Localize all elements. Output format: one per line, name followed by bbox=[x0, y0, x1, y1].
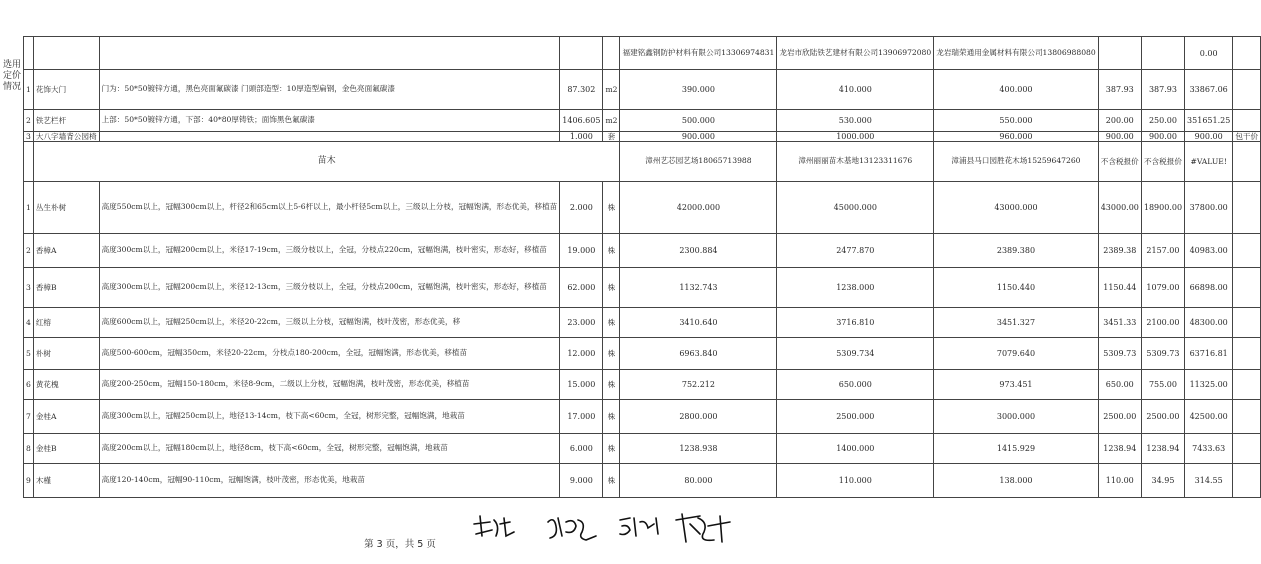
price-2: 1238.000 bbox=[777, 268, 934, 308]
item-name: 朴树 bbox=[33, 338, 99, 370]
price-2: 2500.000 bbox=[777, 400, 934, 434]
row-total: 7433.63 bbox=[1185, 434, 1233, 464]
row-total: 63716.81 bbox=[1185, 338, 1233, 370]
item-name: 铁艺栏杆 bbox=[33, 110, 99, 132]
price-2: 2477.870 bbox=[777, 234, 934, 268]
item-name: 木槿 bbox=[33, 464, 99, 498]
table-row bbox=[24, 268, 1261, 308]
row-note bbox=[1233, 234, 1261, 268]
item-desc: 上部：50*50镀锌方通，下部：40*80厚铸铁；面饰黑色氟碳漆 bbox=[99, 110, 560, 132]
item-desc: 高度120-140cm，冠幅90-110cm，冠幅饱满，枝叶茂密，形态优美，地栽苗 bbox=[99, 464, 560, 498]
table-row bbox=[24, 110, 1261, 132]
section-header-row bbox=[24, 142, 1261, 182]
item-desc: 高度600cm以上，冠幅250cm以上，米径20-22cm，三级以上分枝，冠幅饱满，枝叶茂密，形态优美，移 bbox=[99, 308, 560, 338]
signatures bbox=[470, 510, 780, 550]
price-final: 18900.00 bbox=[1141, 182, 1184, 234]
item-desc: 高度300cm以上，冠幅200cm以上，米径17-19cm，三级分枝以上，全冠，分枝点220cm，冠幅饱满，枝叶密实，形态好，移植苗 bbox=[99, 234, 560, 268]
table-row bbox=[24, 370, 1261, 400]
unit: 株 bbox=[603, 464, 620, 498]
price-3: 2389.380 bbox=[934, 234, 1098, 268]
row-note bbox=[1233, 464, 1261, 498]
unit: 株 bbox=[603, 308, 620, 338]
item-name: 丛生朴树 bbox=[33, 182, 99, 234]
price-3: 3451.327 bbox=[934, 308, 1098, 338]
price-3: 960.000 bbox=[934, 132, 1098, 142]
price-avg: 110.00 bbox=[1098, 464, 1141, 498]
row-total: 900.00 bbox=[1185, 132, 1233, 142]
table-row bbox=[24, 70, 1261, 110]
price-1: 1132.743 bbox=[620, 268, 777, 308]
price-avg: 650.00 bbox=[1098, 370, 1141, 400]
row-note bbox=[1233, 268, 1261, 308]
signature-1 bbox=[474, 516, 514, 536]
section-title: 苗木 bbox=[33, 142, 620, 182]
unit: 株 bbox=[603, 400, 620, 434]
qty: 12.000 bbox=[560, 338, 603, 370]
price-final: 2500.00 bbox=[1141, 400, 1184, 434]
row-note bbox=[1233, 400, 1261, 434]
row-note: 包干价 bbox=[1233, 132, 1261, 142]
table-row bbox=[24, 400, 1261, 434]
signature-4 bbox=[676, 514, 730, 542]
unit: m2 bbox=[603, 70, 620, 110]
unit: 株 bbox=[603, 370, 620, 400]
nursery-supplier-3: 漳浦县马口园胜花木场15259647260 bbox=[934, 142, 1098, 182]
unit: 株 bbox=[603, 234, 620, 268]
nursery-supplier-1: 漳州艺芯园艺场18065713988 bbox=[620, 142, 777, 182]
price-3: 400.000 bbox=[934, 70, 1098, 110]
qty: 17.000 bbox=[560, 400, 603, 434]
row-total: 40983.00 bbox=[1185, 234, 1233, 268]
price-final: 1079.00 bbox=[1141, 268, 1184, 308]
row-total: 33867.06 bbox=[1185, 70, 1233, 110]
unit: 株 bbox=[603, 182, 620, 234]
header-total: 0.00 bbox=[1185, 37, 1233, 70]
price-avg: 2389.38 bbox=[1098, 234, 1141, 268]
row-no: 7 bbox=[24, 400, 34, 434]
row-no: 2 bbox=[24, 234, 34, 268]
price-final: 250.00 bbox=[1141, 110, 1184, 132]
price-final: 1238.94 bbox=[1141, 434, 1184, 464]
item-name: 花饰大门 bbox=[33, 70, 99, 110]
price-1: 900.000 bbox=[620, 132, 777, 142]
row-note bbox=[1233, 182, 1261, 234]
row-note bbox=[1233, 370, 1261, 400]
supplier-3: 龙岩瑞荣通用金属材料有限公司13806988080 bbox=[934, 37, 1098, 70]
row-total: 66898.00 bbox=[1185, 268, 1233, 308]
price-1: 752.212 bbox=[620, 370, 777, 400]
price-final: 755.00 bbox=[1141, 370, 1184, 400]
table-row bbox=[24, 308, 1261, 338]
side-note: 选用定价情况 bbox=[3, 60, 22, 92]
table-row bbox=[24, 434, 1261, 464]
price-3: 138.000 bbox=[934, 464, 1098, 498]
price-2: 3716.810 bbox=[777, 308, 934, 338]
price-2: 530.000 bbox=[777, 110, 934, 132]
page-footer: 第 3 页，共 5 页 bbox=[364, 539, 436, 550]
row-total: 314.55 bbox=[1185, 464, 1233, 498]
price-final: 5309.73 bbox=[1141, 338, 1184, 370]
item-name: 大八字墙背公园椅 bbox=[33, 132, 99, 142]
qty: 6.000 bbox=[560, 434, 603, 464]
price-1: 1238.938 bbox=[620, 434, 777, 464]
price-1: 80.000 bbox=[620, 464, 777, 498]
qty: 2.000 bbox=[560, 182, 603, 234]
row-no: 8 bbox=[24, 434, 34, 464]
row-no: 3 bbox=[24, 132, 34, 142]
item-name: 金桂B bbox=[33, 434, 99, 464]
signature-2 bbox=[548, 518, 596, 540]
item-name: 红榕 bbox=[33, 308, 99, 338]
price-2: 45000.000 bbox=[777, 182, 934, 234]
row-no: 1 bbox=[24, 70, 34, 110]
header-row bbox=[24, 37, 1261, 70]
row-note bbox=[1233, 110, 1261, 132]
item-desc: 高度300cm以上，冠幅200cm以上，米径12-13cm，三级分枝以上，全冠，分枝点200cm，冠幅饱满，枝叶密实，形态好，移植苗 bbox=[99, 268, 560, 308]
price-1: 390.000 bbox=[620, 70, 777, 110]
item-desc: 高度200cm以上，冠幅180cm以上，地径8cm，枝下高<60cm，全冠，树形完整，冠幅饱满，地栽苗 bbox=[99, 434, 560, 464]
price-3: 3000.000 bbox=[934, 400, 1098, 434]
item-desc: 高度200-250cm，冠幅150-180cm，米径8-9cm，二级以上分枝，冠幅饱满，枝叶茂密，形态优美，移植苗 bbox=[99, 370, 560, 400]
signature-3 bbox=[620, 518, 658, 536]
item-desc: 高度500-600cm，冠幅350cm，米径20-22cm，分枝点180-200cm，全冠，冠幅饱满，形态优美，移植苗 bbox=[99, 338, 560, 370]
price-2: 1000.000 bbox=[777, 132, 934, 142]
row-total: 48300.00 bbox=[1185, 308, 1233, 338]
price-1: 42000.000 bbox=[620, 182, 777, 234]
price-1: 2300.884 bbox=[620, 234, 777, 268]
row-note bbox=[1233, 308, 1261, 338]
col-avg-label: 不含税报价 bbox=[1098, 142, 1141, 182]
unit: m2 bbox=[603, 110, 620, 132]
price-avg: 200.00 bbox=[1098, 110, 1141, 132]
item-name: 香樟B bbox=[33, 268, 99, 308]
supplier-2: 龙岩市欣陆铁艺建材有限公司13906972080 bbox=[777, 37, 934, 70]
price-final: 34.95 bbox=[1141, 464, 1184, 498]
row-total: 37800.00 bbox=[1185, 182, 1233, 234]
row-note bbox=[1233, 70, 1261, 110]
price-final: 900.00 bbox=[1141, 132, 1184, 142]
row-no: 1 bbox=[24, 182, 34, 234]
qty: 1406.605 bbox=[560, 110, 603, 132]
price-3: 1150.440 bbox=[934, 268, 1098, 308]
price-3: 7079.640 bbox=[934, 338, 1098, 370]
price-3: 550.000 bbox=[934, 110, 1098, 132]
qty: 87.302 bbox=[560, 70, 603, 110]
table-row bbox=[24, 338, 1261, 370]
qty: 62.000 bbox=[560, 268, 603, 308]
nursery-supplier-2: 漳州丽丽苗木基地13123311676 bbox=[777, 142, 934, 182]
row-total: 42500.00 bbox=[1185, 400, 1233, 434]
price-2: 1400.000 bbox=[777, 434, 934, 464]
qty: 15.000 bbox=[560, 370, 603, 400]
row-no: 5 bbox=[24, 338, 34, 370]
qty: 1.000 bbox=[560, 132, 603, 142]
price-avg: 1238.94 bbox=[1098, 434, 1141, 464]
table-row bbox=[24, 464, 1261, 498]
row-total: 11325.00 bbox=[1185, 370, 1233, 400]
price-final: 2100.00 bbox=[1141, 308, 1184, 338]
quotation-table bbox=[23, 36, 1261, 498]
row-note bbox=[1233, 338, 1261, 370]
price-avg: 5309.73 bbox=[1098, 338, 1141, 370]
unit: 株 bbox=[603, 434, 620, 464]
price-2: 110.000 bbox=[777, 464, 934, 498]
item-name: 金桂A bbox=[33, 400, 99, 434]
qty: 19.000 bbox=[560, 234, 603, 268]
price-avg: 1150.44 bbox=[1098, 268, 1141, 308]
item-desc: 门为：50*50镀锌方通，黑色亮面氟碳漆 门頭部造型：10厚造型扁钢，金色亮面氟碳漆 bbox=[99, 70, 560, 110]
price-1: 2800.000 bbox=[620, 400, 777, 434]
price-2: 5309.734 bbox=[777, 338, 934, 370]
item-desc: 高度300cm以上，冠幅250cm以上，地径13-14cm，枝下高<60cm，全冠，树形完整，冠幅饱满，地栽苗 bbox=[99, 400, 560, 434]
price-3: 43000.000 bbox=[934, 182, 1098, 234]
row-total: 351651.25 bbox=[1185, 110, 1233, 132]
col-price-label: 不含税报价 bbox=[1141, 142, 1184, 182]
price-1: 3410.640 bbox=[620, 308, 777, 338]
row-no: 4 bbox=[24, 308, 34, 338]
table-row bbox=[24, 182, 1261, 234]
price-avg: 900.00 bbox=[1098, 132, 1141, 142]
row-no: 2 bbox=[24, 110, 34, 132]
price-avg: 2500.00 bbox=[1098, 400, 1141, 434]
unit: 套 bbox=[603, 132, 620, 142]
price-final: 2157.00 bbox=[1141, 234, 1184, 268]
price-final: 387.93 bbox=[1141, 70, 1184, 110]
price-1: 6963.840 bbox=[620, 338, 777, 370]
item-desc: 高度550cm以上，冠幅300cm以上，杆径2和65cm以上5-6杆以上，最小杆径5cm以上，三级以上分枝，冠幅饱满，形态优美，移植苗 bbox=[99, 182, 560, 234]
price-1: 500.000 bbox=[620, 110, 777, 132]
table-row bbox=[24, 234, 1261, 268]
table-row bbox=[24, 132, 1261, 142]
row-no: 9 bbox=[24, 464, 34, 498]
qty: 23.000 bbox=[560, 308, 603, 338]
price-2: 410.000 bbox=[777, 70, 934, 110]
row-no: 6 bbox=[24, 370, 34, 400]
item-name: 黄花槐 bbox=[33, 370, 99, 400]
item-desc bbox=[99, 132, 560, 142]
row-no: 3 bbox=[24, 268, 34, 308]
supplier-1: 福建铭鑫钢防护材料有限公司13306974831 bbox=[620, 37, 777, 70]
item-name: 香樟A bbox=[33, 234, 99, 268]
price-3: 1415.929 bbox=[934, 434, 1098, 464]
qty: 9.000 bbox=[560, 464, 603, 498]
price-2: 650.000 bbox=[777, 370, 934, 400]
price-avg: 3451.33 bbox=[1098, 308, 1141, 338]
unit: 株 bbox=[603, 268, 620, 308]
price-3: 973.451 bbox=[934, 370, 1098, 400]
price-avg: 43000.00 bbox=[1098, 182, 1141, 234]
col-total-label: #VALUE! bbox=[1185, 142, 1233, 182]
price-avg: 387.93 bbox=[1098, 70, 1141, 110]
row-note bbox=[1233, 434, 1261, 464]
unit: 株 bbox=[603, 338, 620, 370]
